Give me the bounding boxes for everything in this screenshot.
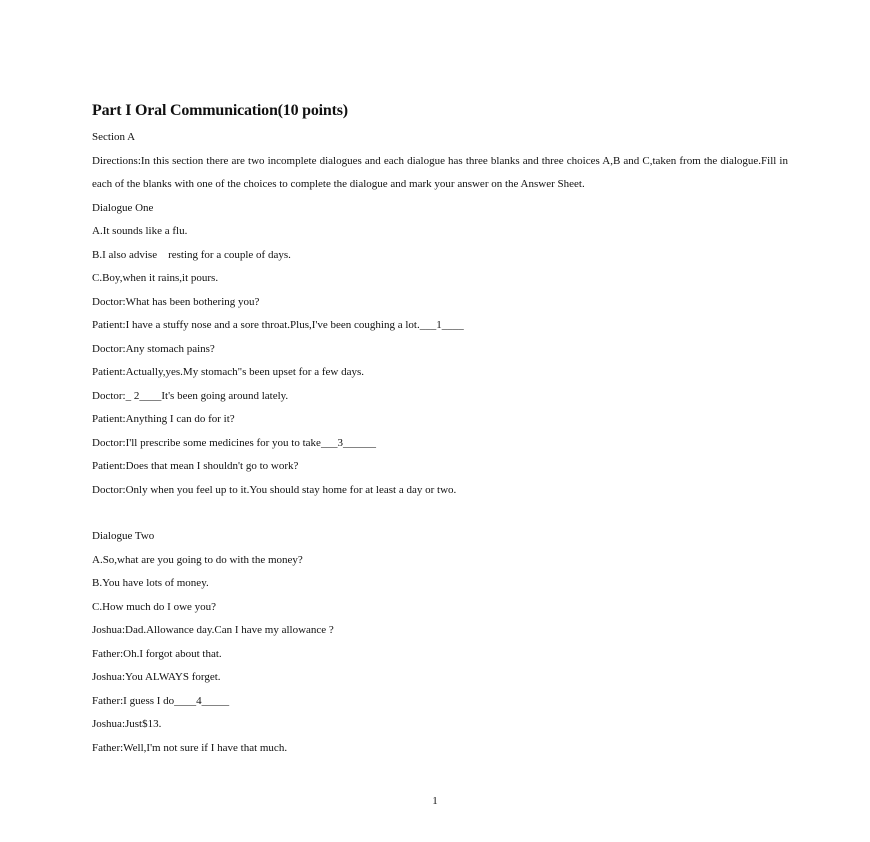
part-title: Part I Oral Communication(10 points) (92, 102, 348, 119)
page-number: 1 (432, 795, 438, 807)
dialogue-one-line: Patient:Anything I can do for it? (92, 413, 235, 425)
dialogue-one-choice-a: A.It sounds like a flu. (92, 225, 188, 237)
dialogue-one-line: Doctor:What has been bothering you? (92, 295, 260, 308)
section-label: Section A (92, 131, 136, 143)
dialogue-one-choice-c: C.Boy,when it rains,it pours. (92, 272, 219, 284)
dialogue-two-line: Father:I guess I do____4_____ (92, 694, 230, 707)
dialogue-one-line: Doctor:_ 2____It's been going around lately. (92, 389, 289, 402)
document-page (92, 100, 788, 760)
dialogue-one-line: Patient:I have a stuffy nose and a sore throat.Plus,I've been coughing a lot.___1____ (92, 319, 464, 331)
paragraph-gap (92, 502, 788, 525)
dialogue-two-line: Father:Well,I'm not sure if I have that much. (92, 741, 288, 754)
directions-text: Directions:In this section there are two incomplete dialogues and each dialogue has three blanks and three choices A,B and C,taken from the dialogue.Fill in each of the blanks with one of the choices to complete the dialogue and mark your answer on the Answer Sheet. (92, 154, 788, 190)
dialogue-two-choice-b: B.You have lots of money. (92, 577, 209, 589)
dialogue-one-choice-b: B.I also advise resting for a couple of days. (92, 248, 291, 261)
dialogue-one-line: Patient:Actually,yes.My stomach"s been upset for a few days. (92, 366, 364, 378)
dialogue-one-line: Doctor:I'll prescribe some medicines for you to take___3______ (92, 436, 376, 449)
dialogue-two-line: Father:Oh.I forgot about that. (92, 647, 222, 660)
dialogue-one-heading: Dialogue One (92, 201, 154, 214)
dialogue-two-line: Joshua:Dad.Allowance day.Can I have my allowance ? (92, 624, 334, 636)
dialogue-two-choice-c: C.How much do I owe you? (92, 600, 217, 613)
dialogue-one-line: Doctor:Only when you feel up to it.You should stay home for at least a day or two. (92, 483, 457, 496)
dialogue-one-line: Patient:Does that mean I shouldn't go to work? (92, 460, 299, 472)
dialogue-two-heading: Dialogue Two (92, 530, 155, 542)
dialogue-two-choice-a: A.So,what are you going to do with the money? (92, 553, 303, 566)
dialogue-two-line: Joshua:Just$13. (92, 718, 162, 730)
dialogue-one-line: Doctor:Any stomach pains? (92, 342, 215, 355)
dialogue-two-line: Joshua:You ALWAYS forget. (92, 671, 221, 683)
